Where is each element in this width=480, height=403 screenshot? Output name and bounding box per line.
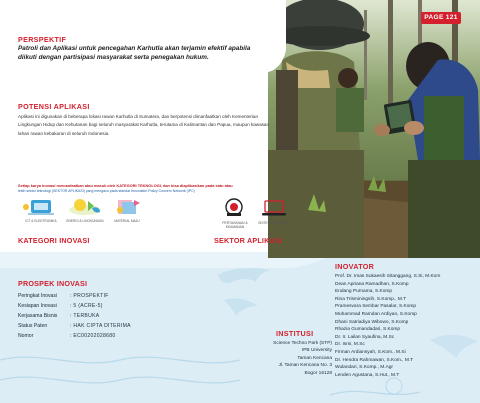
inovator-name: Lenden Agustana, S.Hut., M.T: [335, 372, 400, 378]
energy-icon: [66, 198, 104, 216]
institusi-line: Bogor 16128: [304, 370, 332, 376]
prospek-row: [18, 322, 228, 332]
prospek-row: [18, 302, 228, 312]
prospek-value: : TERBUKA: [70, 312, 100, 319]
institusi-line: IPB University: [301, 348, 332, 354]
inovator-name: Dhani Satriadiya Wibowo, S.Komp: [335, 319, 409, 325]
inovator-list: [335, 273, 475, 379]
prospek-row: [18, 332, 228, 342]
perspektif-statement: Patroli dan Aplikasi untuk pencegahan Karhutla akan terjamin efektif apabila diikuti dengan partisipasi masyarakat serta penegakan hukum.: [18, 45, 251, 61]
prospek-table: [18, 292, 228, 341]
laptop-icon: [260, 198, 288, 218]
ict-icon: [22, 198, 60, 216]
inovator-name: Dr. Ismi, M.Sc: [335, 342, 365, 348]
kategori-label-energi: ENERGI & LINGKUNGAN: [66, 219, 104, 223]
sektor-label-pertahanan: PERTAHANAN & KEAMANAN: [222, 221, 248, 230]
prospek-value: : 5 (ACRE-5): [70, 302, 103, 309]
prospek-key: Nomor: [18, 332, 34, 339]
inovator-name: Rina Trisminingsih, S.Komp., M.T: [335, 296, 407, 302]
institusi-line: Science Techno Park (STP): [273, 341, 332, 346]
sektor-aplikasi-heading: SEKTOR APLIKASI: [214, 236, 283, 245]
inovator-name: Muhammad Ramdan Ardiyan, S.Komp: [335, 311, 417, 317]
prospek-key: Kerjasama Bisnis: [18, 312, 58, 319]
institusi-heading: INSTITUSI: [276, 329, 314, 338]
prospek-value: : HAK CIPTA DITERIMA: [70, 322, 131, 329]
kategori-inovasi-heading: KATEGORI INOVASI: [18, 236, 90, 245]
inovator-name: Endang Purnama, S.Komp: [335, 289, 393, 295]
kategori-label-ict: ICT & ELEKTRONIKA: [25, 219, 57, 223]
category-note-red: Setiap karya inovasi memanfaatkan atau masuk oleh KATEGORI TEKNOLOGI, dan bisa diaplikasikan pada satu atau: [18, 183, 233, 188]
inovator-heading: INOVATOR: [335, 262, 375, 271]
inovator-name: Prof. Dr. Imas Sukaesih Sitanggang, S.Si, M.Kom: [335, 274, 441, 279]
field-team-photo: [268, 0, 480, 258]
prospek-value: : EC00202028680: [70, 332, 116, 339]
prospek-key: Kesiapan Inovasi: [18, 302, 57, 309]
institusi-line: Taman Kencana: [297, 355, 332, 361]
page-number-badge: PAGE 121: [421, 12, 461, 24]
institusi-address: [236, 340, 332, 377]
prospek-key: Status Paten: [18, 322, 48, 329]
inovator-name: Pramesvara Sembar Pasalar, S.Komp: [335, 304, 417, 310]
sektor-label-sistem-informasi: SISTEM INFORMASI: [258, 221, 290, 225]
inovator-name: Dr. Ir. Lailan Syaufina, M.Sc: [335, 334, 395, 340]
material-icon: [108, 198, 146, 216]
inovator-name: Dr. Hendra Rahmawan, S.Kom., M.T: [335, 357, 414, 363]
prospek-row: [18, 292, 228, 302]
inovator-name: Dean Apriana Ramadhan, S.Komp: [335, 281, 409, 287]
prospek-value: : PROSPEKTIF: [70, 293, 109, 299]
institusi-line: Jl. Taman Kencana No. 3: [278, 363, 332, 369]
inovator-name: Wulandari, S.Komp., M.Agr: [335, 365, 394, 371]
potensi-aplikasi-text: Aplikasi ini digunakan di beberapa lokasi rawan Karhutla di Sumatera, dan berpotensi dimanfaatkan oleh Kementerian Lingkungan Hidup dan Kehutanan bagi seluruh masyarakat Karhutla, terutama di Kalimantan dan Papua, maupun kawasan lahan rawan kebakaran di seluruh Indonesia.: [18, 114, 270, 136]
category-note-blue: lebih sektor teknologi (SEKTOR APLIKASI) yang mengacu pada standar Innovation Policy Concern Network (IPC): [18, 189, 195, 193]
prospek-inovasi-heading: PROSPEK INOVASI: [18, 279, 88, 288]
kategori-label-material: MATERIAL MAJU: [114, 219, 140, 223]
inovator-name: Firman Ardiansyah, S.Kom., M.Si: [335, 349, 406, 355]
inovator-name: Rhazia Gumandadari, S.Komp: [335, 327, 401, 333]
prospek-row: [18, 312, 228, 322]
perspektif-heading: PERSPEKTIF: [18, 35, 67, 44]
defense-icon: [223, 198, 245, 218]
prospek-key: Peringkat Inovasi: [18, 293, 58, 299]
potensi-aplikasi-heading: POTENSI APLIKASI: [18, 102, 90, 111]
